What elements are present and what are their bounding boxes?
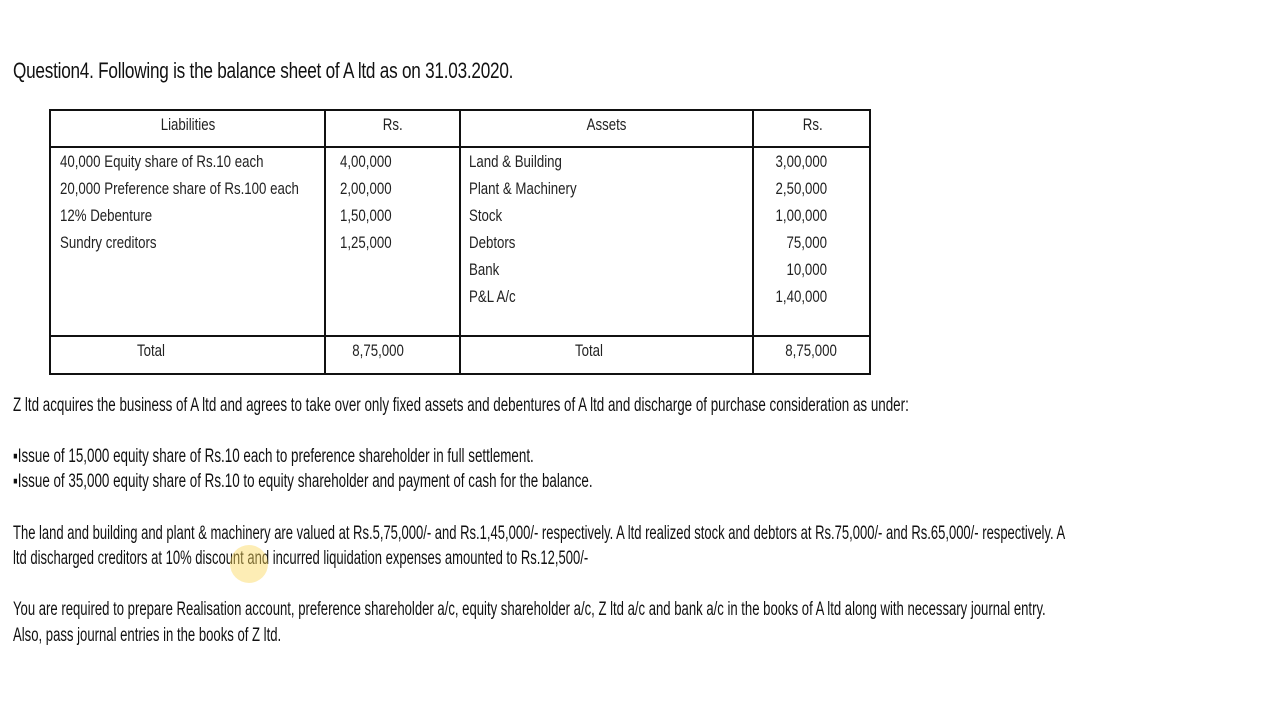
liability-row-amount: 4,00,000 xyxy=(340,152,392,171)
column-divider xyxy=(459,111,461,373)
asset-row-label: Plant & Machinery xyxy=(469,179,577,198)
assets-total-label: Total xyxy=(574,341,603,360)
header-divider xyxy=(51,146,869,148)
asset-row-amount: 75,000 xyxy=(786,233,827,252)
assets-total-amount: 8,75,000 xyxy=(785,341,838,360)
liabilities-total-amount: 8,75,000 xyxy=(352,341,405,360)
header-liabilities-text: Liabilities xyxy=(160,115,215,134)
liability-row-label: Sundry creditors xyxy=(60,233,157,252)
bullet-item: ▪Issue of 35,000 equity share of Rs.10 to equity shareholder and payment of cash for the balance. xyxy=(13,471,593,492)
asset-row-amount: 1,40,000 xyxy=(775,287,827,306)
header-asset-amount-text: Rs. xyxy=(802,115,823,134)
liability-row-amount: 1,50,000 xyxy=(340,206,392,225)
valuation-paragraph-line: ltd discharged creditors at 10% discount and incurred liquidation expenses amounted to Rs.12,500/- xyxy=(13,548,589,569)
requirement-paragraph-line: Also, pass journal entries in the books of Z ltd. xyxy=(13,625,282,646)
asset-row-amount: 10,000 xyxy=(786,260,827,279)
header-liabilities xyxy=(51,115,324,135)
bullet-item: ▪Issue of 15,000 equity share of Rs.10 each to preference shareholder in full settlement. xyxy=(13,446,534,467)
header-liab-amount-text: Rs. xyxy=(382,115,403,134)
liability-row-label: 12% Debenture xyxy=(60,206,153,225)
liability-row-label: 40,000 Equity share of Rs.10 each xyxy=(60,152,264,171)
requirement-paragraph-line: You are required to prepare Realisation account, preference shareholder a/c, equity shareholder a/c, Z ltd a/c and bank a/c in the books of A ltd along with necessary journal entry. xyxy=(13,599,1046,620)
asset-row-label: Bank xyxy=(469,260,500,279)
liabilities-total-label: Total xyxy=(136,341,166,360)
question-title: Question4. Following is the balance sheet of A ltd as on 31.03.2020. xyxy=(13,58,514,83)
asset-row-amount: 1,00,000 xyxy=(775,206,827,225)
asset-row-amount: 3,00,000 xyxy=(775,152,827,171)
balance-sheet-table xyxy=(49,109,871,375)
liability-row-amount: 2,00,000 xyxy=(340,179,392,198)
asset-row-label: Land & Building xyxy=(469,152,562,171)
asset-row-label: P&L A/c xyxy=(469,287,516,306)
valuation-paragraph-line: The land and building and plant & machinery are valued at Rs.5,75,000/- and Rs.1,45,000/- respectively. A ltd realized stock and debtors at Rs.75,000/- and Rs.65,000/- respectively. A xyxy=(13,523,1066,544)
intro-paragraph: Z ltd acquires the business of A ltd and agrees to take over only fixed assets and debentures of A ltd and discharge of purchase consideration as under: xyxy=(13,395,909,416)
header-assets-text: Assets xyxy=(586,115,627,134)
liability-row-amount: 1,25,000 xyxy=(340,233,392,252)
header-liab-amount xyxy=(326,115,459,135)
asset-row-amount: 2,50,000 xyxy=(775,179,827,198)
column-divider xyxy=(752,111,754,373)
header-assets xyxy=(461,115,752,135)
asset-row-label: Stock xyxy=(469,206,503,225)
total-divider xyxy=(51,335,869,337)
column-divider xyxy=(324,111,326,373)
liability-row-label: 20,000 Preference share of Rs.100 each xyxy=(60,179,299,198)
header-asset-amount xyxy=(754,115,871,135)
asset-row-label: Debtors xyxy=(469,233,516,252)
